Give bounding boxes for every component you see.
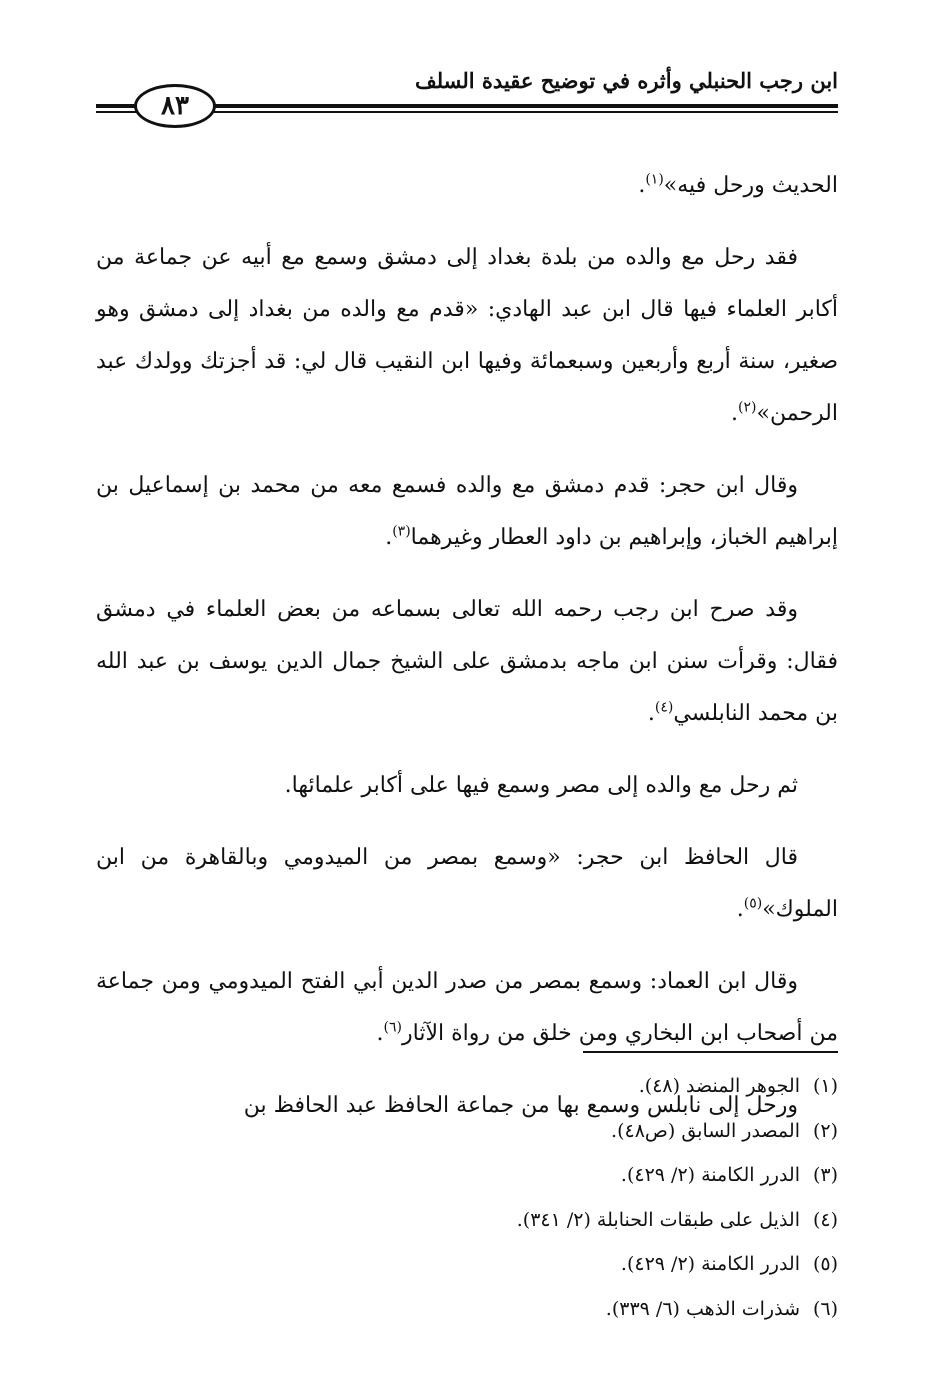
footnote: (١)الجوهر المنضد (٤٨). (638, 1075, 838, 1097)
footnote-ref: (٣) (392, 523, 411, 540)
footnotes (96, 1064, 838, 1331)
paragraph: وقال ابن حجر: قدم دمشق مع والده فسمع معه من محمد بن إسماعيل بن إبراهيم الخباز، وإبراهيم بن داود العطار وغيرهما$^{(٣)}$. (96, 473, 838, 550)
page-number: ٨٣ (134, 84, 216, 128)
paragraph: وقد صرح ابن رجب رحمه الله تعالى بسماعه من بعض العلماء في دمشق فقال: وقرأت سنن ابن ماجه بدمشق على الشيخ جمال الدين يوسف بن عبد الله بن محمد النابلسي$^{(٤)}$. (96, 597, 838, 726)
paragraph: ثم رحل مع والده إلى مصر وسمع فيها على أكابر علمائها. (284, 773, 798, 798)
body-text (96, 160, 838, 1152)
footnote-ref: (٦) (383, 1019, 403, 1036)
footnote: (٣)الدرر الكامنة (٢/ ٤٢٩). (620, 1164, 838, 1186)
footnote-ref: (٤) (654, 699, 674, 716)
paragraph: فقد رحل مع والده من بلدة بغداد إلى دمشق وسمع مع أبيه عن جماعة من أكابر العلماء فيها قال ابن عبد الهادي: «قدم مع والده من بغداد إلى دمشق وهو صغير، سنة أربع وأربعين وسبعمائة وفيها ابن النقيب قال لي: قد أجزتك وولدك عبد الرحمن»$^{(٢)}$. (96, 245, 838, 426)
paragraph: ورحل إلى نابلس وسمع بها من جماعة الحافظ عبد الحافظ بن (243, 1093, 798, 1118)
page-header (96, 60, 838, 120)
footnote-separator (583, 1051, 838, 1053)
running-title: ابن رجب الحنبلي وأثره في توضيح عقيدة السلف (414, 68, 838, 93)
footnote-ref: (٥) (743, 895, 763, 912)
paragraph: وقال ابن العماد: وسمع بمصر من صدر الدين أبي الفتح الميدومي ومن جماعة من أصحاب ابن البخاري ومن خلق من رواة الآثار$^{(٦)}$. (96, 969, 838, 1046)
footnote: (٦)شذرات الذهب (٦/ ٣٣٩). (605, 1297, 838, 1320)
footnote: (٥)الدرر الكامنة (٢/ ٤٢٩). (620, 1253, 838, 1275)
footnote-ref: (١) (645, 171, 664, 188)
paragraph: قال الحافظ ابن حجر: «وسمع بمصر من الميدومي وبالقاهرة من ابن الملوك»$^{(٥)}$. (96, 845, 838, 922)
footnote-ref: (٢) (738, 399, 757, 416)
footnote: (٢)المصدر السابق (ص٤٨). (611, 1119, 838, 1142)
footnote: (٤)الذيل على طبقات الحنابلة (٢/ ٣٤١). (516, 1208, 838, 1231)
paragraph: الحديث ورحل فيه»$^{(١)}$. (638, 171, 838, 198)
